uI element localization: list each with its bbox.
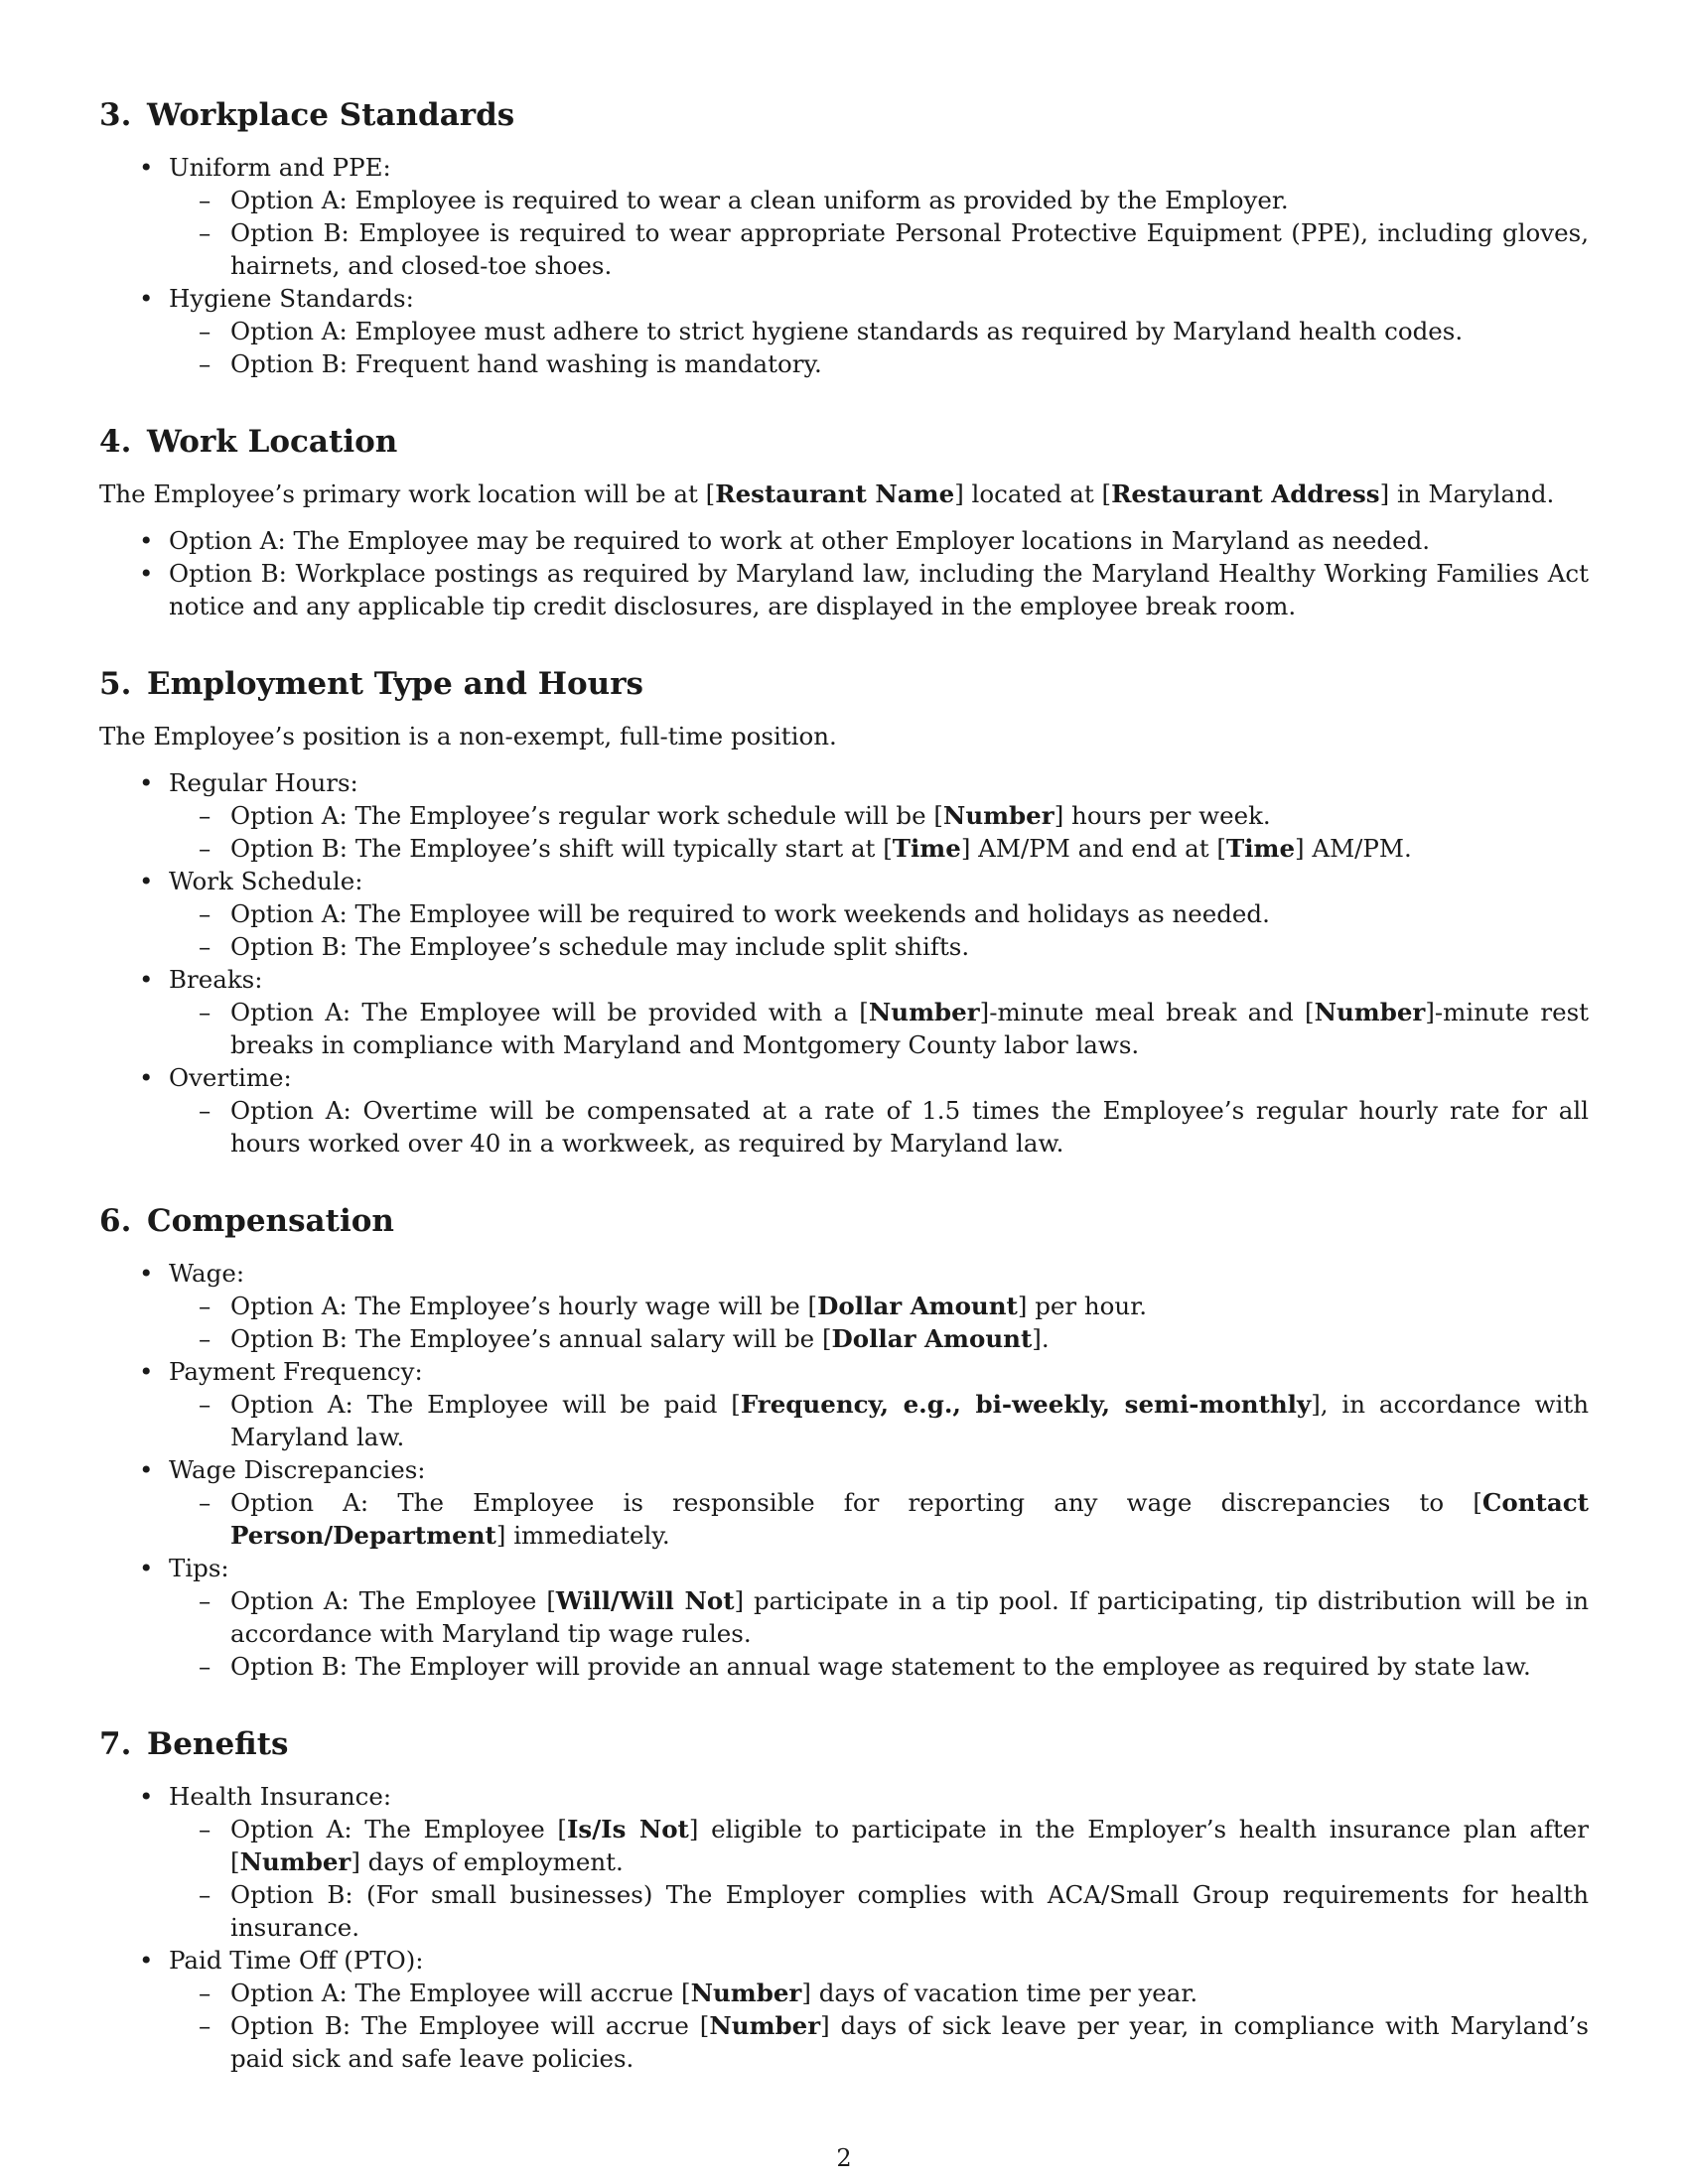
item-label: Hygiene Standards: — [169, 284, 414, 313]
placeholder-field: Number — [942, 801, 1055, 830]
list-item — [99, 1453, 1589, 1552]
placeholder-field: Number — [1314, 998, 1426, 1026]
section-benefits — [99, 1724, 1589, 2075]
placeholder-field: Dollar Amount — [831, 1324, 1033, 1353]
list-item — [99, 282, 1589, 380]
placeholder-field: Frequency, e.g., bi-weekly, semi-monthly — [740, 1390, 1312, 1419]
section-title: Employment Type and Hours — [147, 666, 643, 702]
section-heading — [99, 1201, 1589, 1241]
list-item — [99, 766, 1589, 865]
placeholder-field: Restaurant Name — [715, 479, 955, 508]
placeholder-field: Dollar Amount — [817, 1292, 1018, 1320]
list-item — [99, 1944, 1589, 2075]
section-number: 7. — [99, 1726, 132, 1762]
option-item: – Option A: The Employee will be paid [Frequency, e.g., bi-weekly, semi-monthly], in accordance with Maryland law. — [169, 1388, 1589, 1453]
item-label: Payment Frequency: — [169, 1357, 423, 1386]
option-item: – Option A: The Employee [Is/Is Not] eligible to participate in the Employer’s health insurance plan after [Number] days of employment. — [169, 1813, 1589, 1878]
section-title: Work Location — [147, 424, 398, 460]
item-label: Tips: — [169, 1554, 229, 1582]
option-item: – Option B: The Employee will accrue [Number] days of sick leave per year, in compliance with Maryland’s paid sick and safe leave policies. — [169, 2009, 1589, 2075]
placeholder-field: Number — [239, 1847, 352, 1876]
option-item: – Option A: Overtime will be compensated at a rate of 1.5 times the Employee’s regular hourly rate for all hours worked over 40 in a workweek, as required by Maryland law. — [169, 1094, 1589, 1160]
list-item: • Option B: Workplace postings as required by Maryland law, including the Maryland Healthy Working Families Act notice and any applicable tip credit disclosures, are displayed in the employee break room. — [99, 557, 1589, 622]
placeholder-field: Number — [709, 2011, 821, 2040]
item-label: Breaks: — [169, 965, 263, 994]
section-title: Workplace Standards — [147, 97, 515, 133]
list-item — [99, 1355, 1589, 1453]
item-label: Regular Hours: — [169, 768, 358, 797]
section-intro: The Employee’s primary work location will be at [Restaurant Name] located at [Restaurant Address] in Maryland. — [99, 479, 1555, 508]
item-label: Work Schedule: — [169, 867, 363, 895]
option-item: – Option B: Employee is required to wear appropriate Personal Protective Equipment (PPE), including gloves, hairnets, and closed-toe shoes. — [169, 216, 1589, 282]
section-title: Benefits — [147, 1726, 289, 1762]
option-item: – Option A: The Employee will accrue [Number] days of vacation time per year. — [169, 1977, 1589, 2009]
section-heading — [99, 664, 1589, 704]
placeholder-field: Number — [868, 998, 980, 1026]
list-item — [99, 963, 1589, 1061]
section-number: 3. — [99, 97, 132, 133]
section-heading — [99, 1724, 1589, 1764]
section-number: 5. — [99, 666, 132, 702]
list-item — [99, 865, 1589, 963]
placeholder-field: Time — [1225, 834, 1296, 863]
option-item: – Option A: The Employee will be required to work weekends and holidays as needed. — [169, 897, 1589, 930]
item-label: Health Insurance: — [169, 1782, 392, 1811]
option-item: – Option B: Frequent hand washing is mandatory. — [169, 347, 1589, 380]
placeholder-field: Number — [690, 1979, 802, 2007]
option-item: – Option A: The Employee is responsible for reporting any wage discrepancies to [Contact Person/Department] immediately. — [169, 1486, 1589, 1552]
option-item: – Option A: The Employee will be provided with a [Number]-minute meal break and [Number]-minute rest breaks in compliance with Maryland and Montgomery County labor laws. — [169, 996, 1589, 1061]
item-label: Uniform and PPE: — [169, 153, 391, 182]
section-number: 6. — [99, 1203, 132, 1239]
option-item: – Option B: The Employer will provide an annual wage statement to the employee as required by state law. — [169, 1650, 1589, 1683]
item-label: Paid Time Off (PTO): — [169, 1946, 424, 1975]
list-item — [99, 1780, 1589, 1944]
option-item: – Option B: The Employee’s annual salary will be [Dollar Amount]. — [169, 1322, 1589, 1355]
section-work-location — [99, 422, 1589, 622]
option-item: – Option A: The Employee’s hourly wage will be [Dollar Amount] per hour. — [169, 1290, 1589, 1322]
option-item: – Option A: The Employee’s regular work schedule will be [Number] hours per week. — [169, 799, 1589, 832]
document-page — [99, 95, 1589, 2116]
section-intro: The Employee’s position is a non-exempt, full-time position. — [99, 722, 837, 751]
list-item — [99, 1257, 1589, 1355]
item-label: Wage: — [169, 1259, 245, 1288]
placeholder-field: Restaurant Address — [1111, 479, 1380, 508]
section-compensation — [99, 1201, 1589, 1683]
section-number: 4. — [99, 424, 132, 460]
section-heading — [99, 95, 1589, 135]
page-number: 2 — [836, 2144, 852, 2172]
option-item: – Option A: The Employee [Will/Will Not] participate in a tip pool. If participating, tip distribution will be in accordance with Maryland tip wage rules. — [169, 1584, 1589, 1650]
option-item: – Option B: (For small businesses) The Employer complies with ACA/Small Group requirements for health insurance. — [169, 1878, 1589, 1944]
option-item: – Option A: Employee is required to wear a clean uniform as provided by the Employer. — [169, 184, 1589, 216]
placeholder-field: Is/Is Not — [566, 1815, 689, 1843]
section-title: Compensation — [147, 1203, 394, 1239]
section-heading — [99, 422, 1589, 462]
item-label: Wage Discrepancies: — [169, 1455, 426, 1484]
list-item — [99, 1061, 1589, 1160]
section-workplace-standards — [99, 95, 1589, 380]
list-item — [99, 151, 1589, 282]
placeholder-field: Will/Will Not — [555, 1586, 735, 1615]
placeholder-field: Contact Person/Department — [230, 1488, 1589, 1550]
section-employment-type — [99, 664, 1589, 1160]
list-item — [99, 1552, 1589, 1683]
list-item: • Option A: The Employee may be required to work at other Employer locations in Maryland as needed. — [99, 524, 1589, 557]
option-item: – Option B: The Employee’s shift will typically start at [Time] AM/PM and end at [Time] AM/PM. — [169, 832, 1589, 865]
option-item: – Option A: Employee must adhere to strict hygiene standards as required by Maryland health codes. — [169, 315, 1589, 347]
placeholder-field: Time — [892, 834, 961, 863]
option-item: – Option B: The Employee’s schedule may include split shifts. — [169, 930, 1589, 963]
item-label: Overtime: — [169, 1063, 292, 1092]
